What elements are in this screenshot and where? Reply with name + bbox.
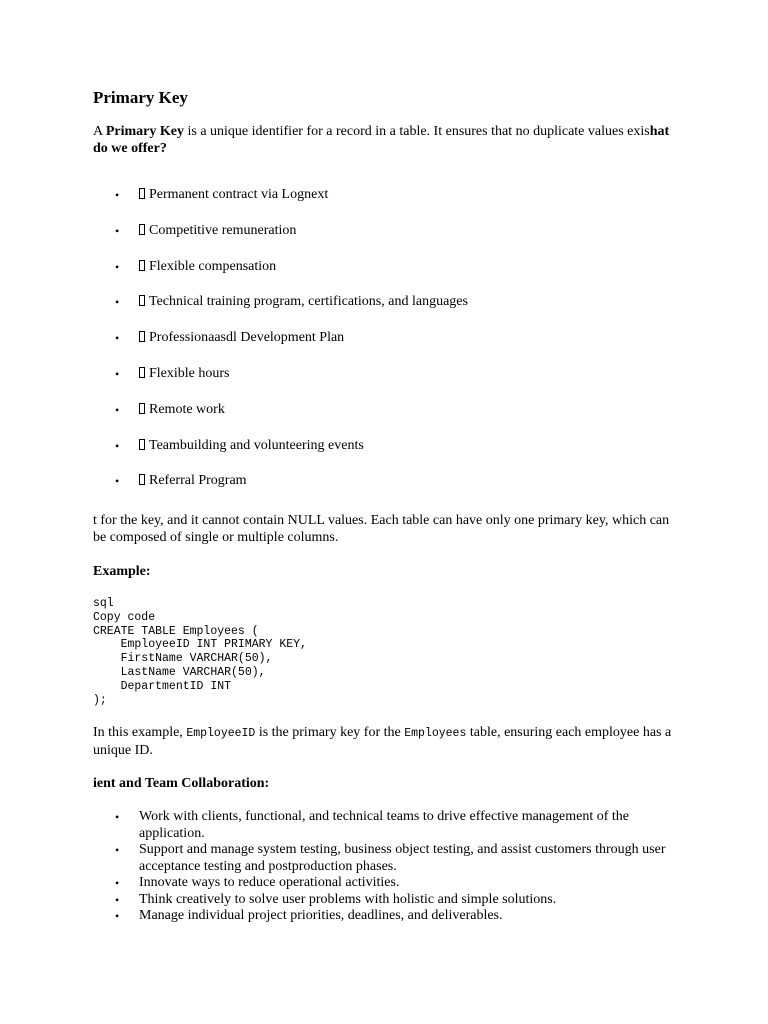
list-item-text	[139, 293, 468, 311]
bullet-icon: •	[115, 909, 120, 923]
bullet-icon: •	[115, 331, 120, 346]
code-line: FirstName VARCHAR(50),	[93, 652, 273, 666]
intro-text: is a unique identifier for a record in a table. It ensures that no duplicate values exis	[183, 124, 650, 139]
explanation-paragraph	[93, 725, 683, 759]
code-block	[93, 597, 307, 707]
tasks-list	[93, 809, 673, 925]
code-line: );	[93, 693, 107, 707]
list-item	[93, 809, 673, 842]
list-item-text	[139, 258, 276, 276]
benefit-label: Flexible hours	[149, 365, 230, 381]
missing-glyph-icon	[139, 331, 145, 342]
intro-bold-tail: hat do we offer?	[93, 124, 670, 156]
missing-glyph-icon	[139, 403, 145, 414]
code-line: EmployeeID INT PRIMARY KEY,	[93, 638, 307, 652]
bullet-icon: •	[115, 474, 120, 489]
missing-glyph-icon	[139, 224, 145, 235]
explanation-part1: In this example,	[93, 725, 187, 740]
list-item-text	[139, 186, 328, 204]
intro-term: Primary Key	[105, 124, 184, 139]
list-item	[93, 875, 673, 892]
page-title: Primary Key	[93, 88, 188, 107]
client-collaboration-heading: ient and Team Collaboration:	[93, 776, 270, 791]
list-item	[93, 908, 673, 925]
task-text: Innovate ways to reduce operational activities.	[139, 875, 400, 890]
benefit-label: Teambuilding and volunteering events	[149, 437, 364, 453]
list-item-text	[139, 222, 296, 240]
missing-glyph-icon	[139, 260, 145, 271]
bullet-icon: •	[115, 892, 120, 907]
bullet-icon: •	[115, 295, 120, 310]
list-item-text	[139, 472, 247, 490]
benefit-label: Competitive remuneration	[149, 222, 297, 238]
missing-glyph-icon	[139, 474, 145, 485]
inline-code-employeeid: EmployeeID	[186, 727, 256, 740]
list-item	[93, 842, 673, 875]
example-heading: Example:	[93, 564, 151, 579]
list-item	[93, 892, 673, 909]
copy-code-label: Copy code	[93, 610, 156, 624]
task-text: Manage individual project priorities, deadlines, and deliverables.	[139, 908, 503, 923]
code-line: CREATE TABLE Employees (	[93, 624, 259, 638]
list-item-text	[139, 437, 364, 455]
bullet-icon: •	[115, 188, 120, 202]
inline-code-employees: Employees	[404, 727, 467, 740]
continuation-paragraph: t for the key, and it cannot contain NULL values. Each table can have only one primary key, which can be composed of single or multiple columns.	[93, 513, 670, 545]
intro-paragraph	[93, 124, 683, 157]
benefit-label: Permanent contract via Lognext	[149, 187, 329, 202]
benefit-label: Technical training program, certifications, and languages	[149, 294, 468, 310]
missing-glyph-icon	[139, 439, 145, 450]
bullet-icon: •	[115, 366, 120, 381]
bullet-icon: •	[115, 438, 120, 453]
explanation-part2: is the primary key for the	[255, 725, 405, 740]
task-text: Work with clients, functional, and technical teams to drive effective management of the application.	[139, 809, 629, 841]
benefit-label: Flexible compensation	[149, 258, 277, 274]
benefit-label: Professionaasdl Development Plan	[149, 330, 345, 346]
code-line: DepartmentID INT	[93, 679, 232, 693]
bullet-icon: •	[115, 223, 120, 238]
bullet-icon: •	[115, 876, 120, 890]
benefit-label: Remote work	[149, 401, 225, 417]
explanation-part3: table, ensuring each employee has a unique ID.	[93, 725, 672, 758]
list-item-text	[139, 365, 230, 383]
bullet-icon: •	[115, 402, 120, 417]
bullet-icon: •	[115, 843, 120, 857]
bullet-icon: •	[115, 259, 120, 274]
list-item-text	[139, 329, 344, 347]
benefit-label: Referral Program	[149, 473, 247, 489]
missing-glyph-icon	[139, 367, 145, 378]
code-line: sql	[93, 597, 114, 610]
task-text: Think creatively to solve user problems with holistic and simple solutions.	[139, 891, 557, 907]
task-text: Support and manage system testing, business object testing, and assist customers through user acceptance testing and postproduction phases.	[139, 842, 666, 874]
code-line: LastName VARCHAR(50),	[93, 665, 266, 679]
missing-glyph-icon	[139, 295, 145, 306]
bullet-icon: •	[115, 810, 120, 824]
list-item-text	[139, 401, 225, 419]
missing-glyph-icon	[139, 188, 145, 199]
intro-prefix: A	[93, 124, 106, 139]
